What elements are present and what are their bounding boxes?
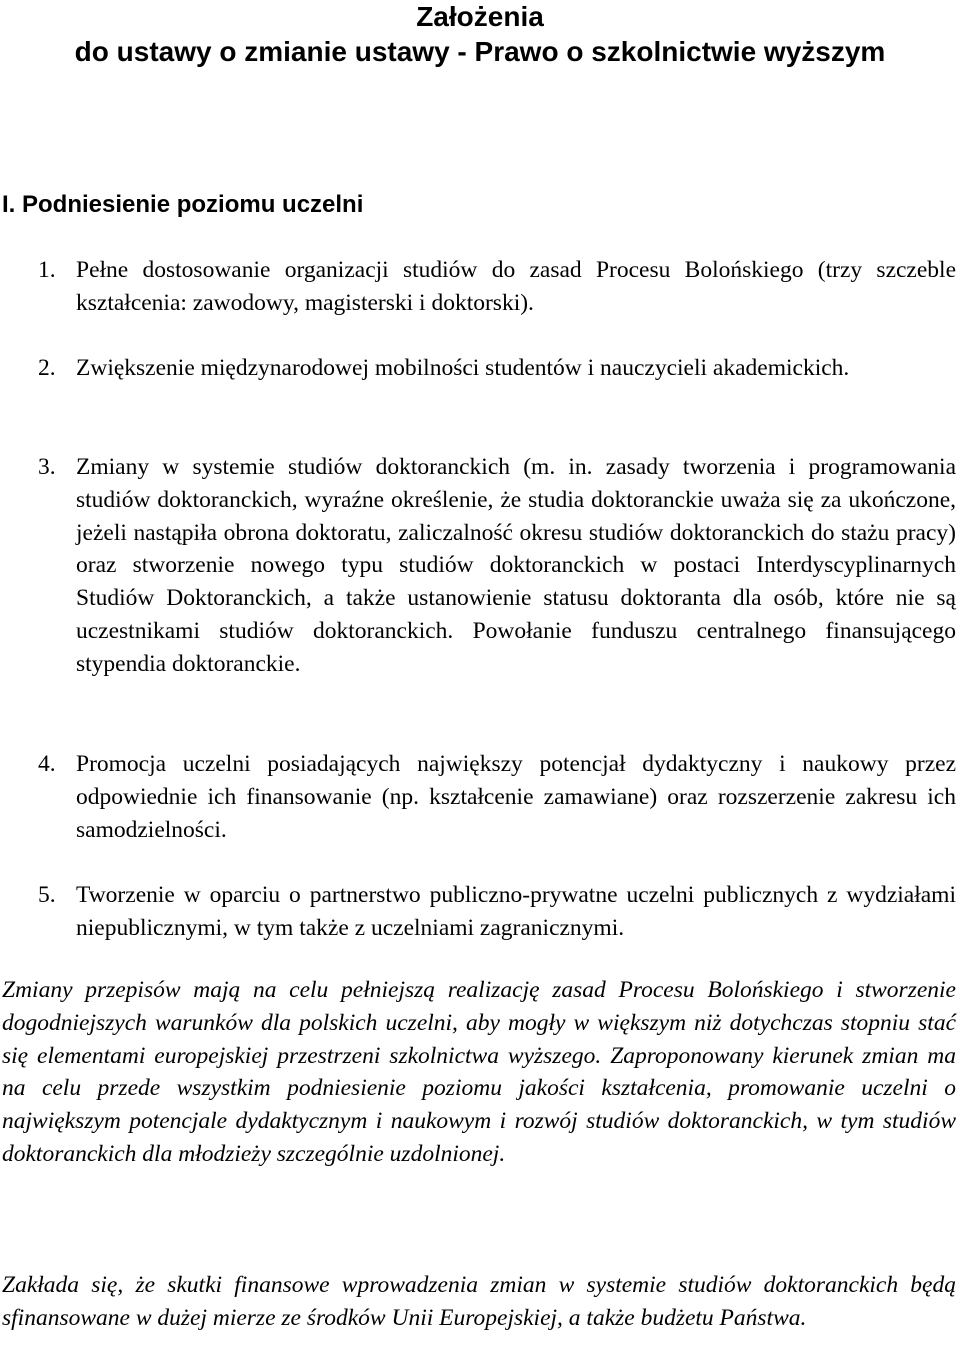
list-item-text: Zwiększenie międzynarodowej mobilności studentów i nauczycieli akademickich. xyxy=(76,355,850,381)
list-item-text: Promocja uczelni posiadających największy potencjał dydaktyczny i naukowy przez odpowiednie ich finansowanie (np. kształcenie zamawiane) oraz rozszerzenie zakresu ich samodzielności. xyxy=(76,751,956,843)
list-item xyxy=(38,352,956,385)
list-item-number: 4. xyxy=(38,751,56,777)
list-item xyxy=(38,748,956,846)
section-heading: I. Podniesienie poziomu uczelni xyxy=(2,191,364,218)
document-title: Założenia xyxy=(416,1,544,32)
summary-paragraph: Zmiany przepisów mają na celu pełniejszą realizację zasad Procesu Bolońskiego i stworzenie dogodniejszych warunków dla polskich uczelni, aby mogły w większym niż dotychczas stopniu stać się elementami europejskiej przestrzeni szkolnictwa wyższego. Zaproponowany kierunek zmian ma na celu przede wszystkim podniesienie poziomu jakości kształcenia, promowanie uczelni o największym potencjale dydaktycznym i naukowym i rozwój studiów doktoranckich, w tym studiów doktoranckich dla młodzieży szczególnie uzdolnionej. xyxy=(2,977,956,1167)
list-item xyxy=(38,879,956,945)
list-item-number: 1. xyxy=(38,257,56,283)
list-item-text: Pełne dostosowanie organizacji studiów do zasad Procesu Bolońskiego (trzy szczeble kształcenia: zawodowy, magisterski i doktorski). xyxy=(76,257,956,316)
list-item-number: 3. xyxy=(38,454,56,480)
financial-effects-paragraph: Zakłada się, że skutki finansowe wprowadzenia zmian w systemie studiów doktoranckich będą sfinansowane w dużej mierze ze środków Unii Europejskiej, a także budżetu Państwa. xyxy=(2,1272,956,1331)
list-item-number: 5. xyxy=(38,882,56,908)
list-item-text: Tworzenie w oparciu o partnerstwo publiczno-prywatne uczelni publicznych z wydziałami niepublicznymi, w tym także z uczelniami zagranicznymi. xyxy=(76,882,956,941)
list-item-number: 2. xyxy=(38,355,56,381)
list-item xyxy=(38,254,956,320)
list-item-text: Zmiany w systemie studiów doktoranckich (m. in. zasady tworzenia i programowania studiów doktoranckich, wyraźne określenie, że studia doktoranckie uważa się za ukończone, jeżeli nastąpiła obrona doktoratu, zaliczalność okresu studiów doktoranckich do stażu pracy) oraz stworzenie nowego typu studiów doktoranckich w postaci Interdyscyplinarnych Studiów Doktoranckich, a także ustanowienie statusu doktoranta dla osób, które nie są uczestnikami studiów doktoranckich. Powołanie funduszu centralnego finansującego stypendia doktoranckie. xyxy=(76,454,956,677)
list-item xyxy=(38,451,956,681)
document-subtitle: do ustawy o zmianie ustawy - Prawo o szkolnictwie wyższym xyxy=(74,36,886,67)
